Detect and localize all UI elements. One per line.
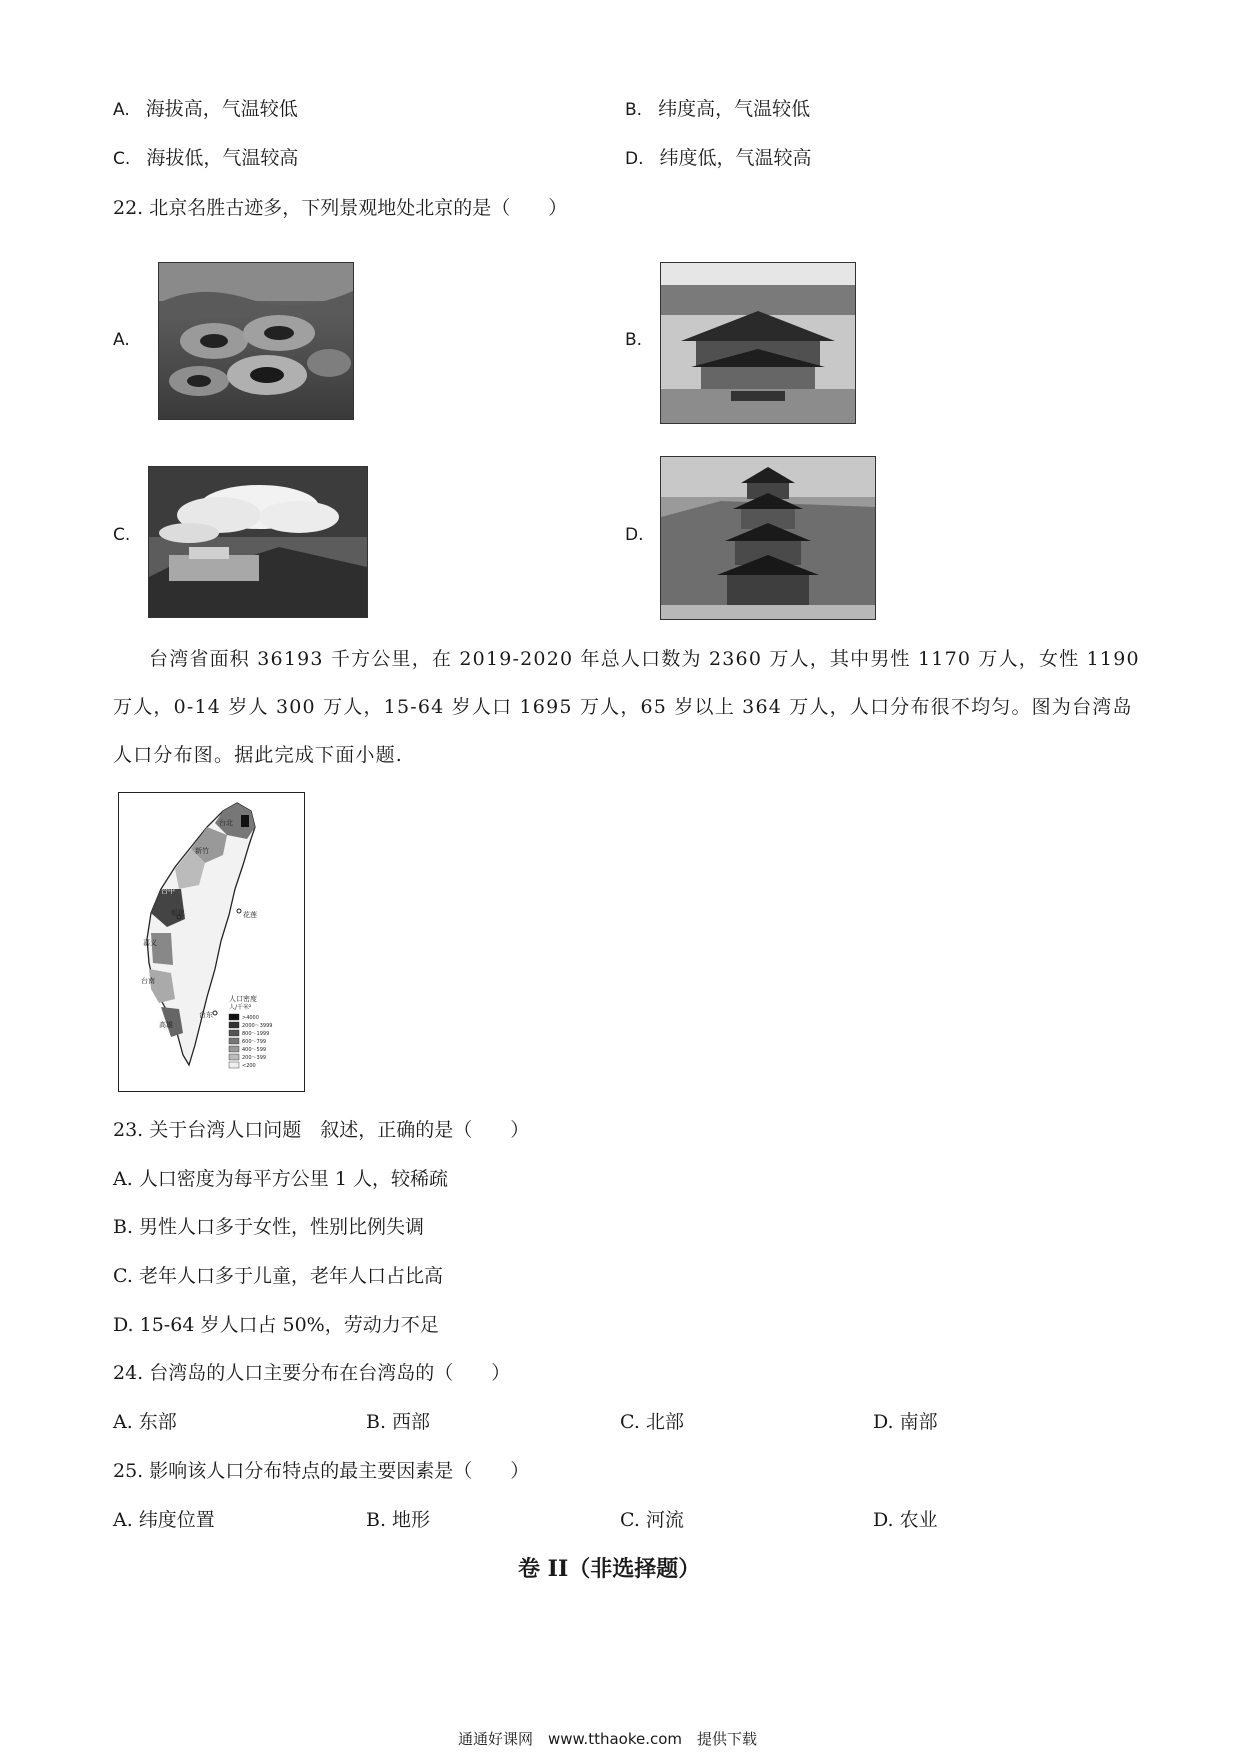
map-city-label: 高雄 <box>159 1021 173 1029</box>
legend-label: 200～399 <box>242 1055 267 1061</box>
q23-option-a: A. 人口密度为每平方公里 1 人，较稀疏 <box>113 1168 448 1190</box>
q22-option-d-label: D. <box>625 525 644 545</box>
q23-stem: 23. 关于台湾人口问题 叙述，正确的是（ ） <box>113 1119 530 1141</box>
photo-potala-palace <box>148 466 368 618</box>
q24-option-b: B. 西部 <box>366 1411 431 1433</box>
passage <box>113 635 1140 779</box>
map-city-label: 嘉义 <box>143 939 157 947</box>
option-text: 海拔低，气温较高 <box>146 147 299 169</box>
option-label: B. <box>625 100 643 120</box>
option-text: 海拔高，气温较低 <box>145 98 298 120</box>
passage-line-1: 台湾省面积 36193 千方公里，在 2019-2020 年总人口数为 2360 万人，其中男性 1170 万人，女性 1190 <box>149 648 1140 670</box>
q25-option-c: C. 河流 <box>620 1509 684 1531</box>
q22-option-b-label: B. <box>625 330 643 350</box>
q24-option-c: C. 北部 <box>620 1411 684 1433</box>
city-marker <box>213 1011 217 1015</box>
option-text: 纬度高，气温较低 <box>658 98 811 120</box>
q22-option-c-label: C. <box>113 525 131 545</box>
q23-option-c: C. 老年人口多于儿童，老年人口占比高 <box>113 1265 443 1287</box>
chiayi-area <box>151 933 173 965</box>
option-label: A. <box>113 100 130 120</box>
legend-label: 2000～3999 <box>242 1023 273 1029</box>
city-marker <box>237 909 241 913</box>
map-city-label: 台中 <box>161 887 175 895</box>
legend-unit: 人/千米² <box>229 1004 252 1011</box>
legend-swatch <box>229 1062 239 1068</box>
map-city-label: 花莲 <box>243 911 257 919</box>
map-legend <box>229 1014 272 1069</box>
map-city-label: 台南 <box>141 977 155 985</box>
legend-label: 400～599 <box>242 1047 267 1053</box>
taipei-core <box>241 815 249 827</box>
photo-fujian-tulou <box>158 262 354 420</box>
photo-pagoda <box>660 456 876 620</box>
legend-label: 600～799 <box>242 1039 267 1045</box>
legend-swatch <box>229 1014 239 1020</box>
map-city-label: 彰化 <box>171 909 185 917</box>
passage-line-3: 人口分布图。据此完成下面小题. <box>113 744 404 766</box>
q23-option-d: D. 15-64 岁人口占 50%，劳动力不足 <box>113 1314 439 1336</box>
q22-option-a-label: A. <box>113 330 130 350</box>
q21-option-b <box>625 94 810 121</box>
q24-option-a: A. 东部 <box>113 1411 177 1433</box>
legend-swatch <box>229 1038 239 1044</box>
taiwan-population-map <box>118 792 305 1092</box>
option-label: C. <box>113 149 131 169</box>
legend-swatch <box>229 1022 239 1028</box>
legend-swatch <box>229 1054 239 1060</box>
section-title: 卷 II（非选择题） <box>518 1556 701 1582</box>
tainan-area <box>149 969 175 1003</box>
legend-title: 人口密度 <box>229 995 257 1003</box>
q25-stem: 25. 影响该人口分布特点的最主要因素是（ ） <box>113 1460 530 1482</box>
legend-swatch <box>229 1046 239 1052</box>
pagoda-image <box>661 457 875 619</box>
option-text: 纬度低，气温较高 <box>659 147 812 169</box>
potala-image <box>149 467 367 617</box>
tulou-image <box>159 263 353 419</box>
legend-label: 800～1999 <box>242 1031 270 1037</box>
legend-label: <200 <box>242 1063 256 1069</box>
option-label: D. <box>625 149 644 169</box>
legend-swatch <box>229 1030 239 1036</box>
q23-option-b: B. 男性人口多于女性，性别比例失调 <box>113 1216 425 1238</box>
q21-option-c <box>113 143 298 170</box>
q25-option-a: A. 纬度位置 <box>113 1509 215 1531</box>
q22-stem: 22. 北京名胜古迹多，下列景观地处北京的是（ ） <box>113 197 568 219</box>
map-city-label: 台北 <box>219 819 233 827</box>
legend-label: >4000 <box>242 1015 259 1021</box>
q24-stem: 24. 台湾岛的人口主要分布在台湾岛的（ ） <box>113 1362 511 1384</box>
q24-option-d: D. 南部 <box>873 1411 938 1433</box>
q21-option-d <box>625 143 812 170</box>
photo-forbidden-city <box>660 262 856 424</box>
q25-option-b: B. 地形 <box>366 1509 431 1531</box>
map-city-label: 新竹 <box>195 847 209 855</box>
map-city-label: 台东 <box>199 1011 213 1019</box>
passage-line-2: 万人，0-14 岁人 300 万人，15-64 岁人口 1695 万人，65 岁以上 364 万人，人口分布很不均匀。图为台湾岛 <box>113 696 1133 718</box>
taiwan-map-svg <box>119 793 304 1091</box>
page-footer: 通通好课网 www.tthaoke.com 提供下载 <box>458 1730 758 1748</box>
q25-option-d: D. 农业 <box>873 1509 938 1531</box>
q21-option-a <box>113 94 298 121</box>
forbidden-city-image <box>661 263 855 423</box>
